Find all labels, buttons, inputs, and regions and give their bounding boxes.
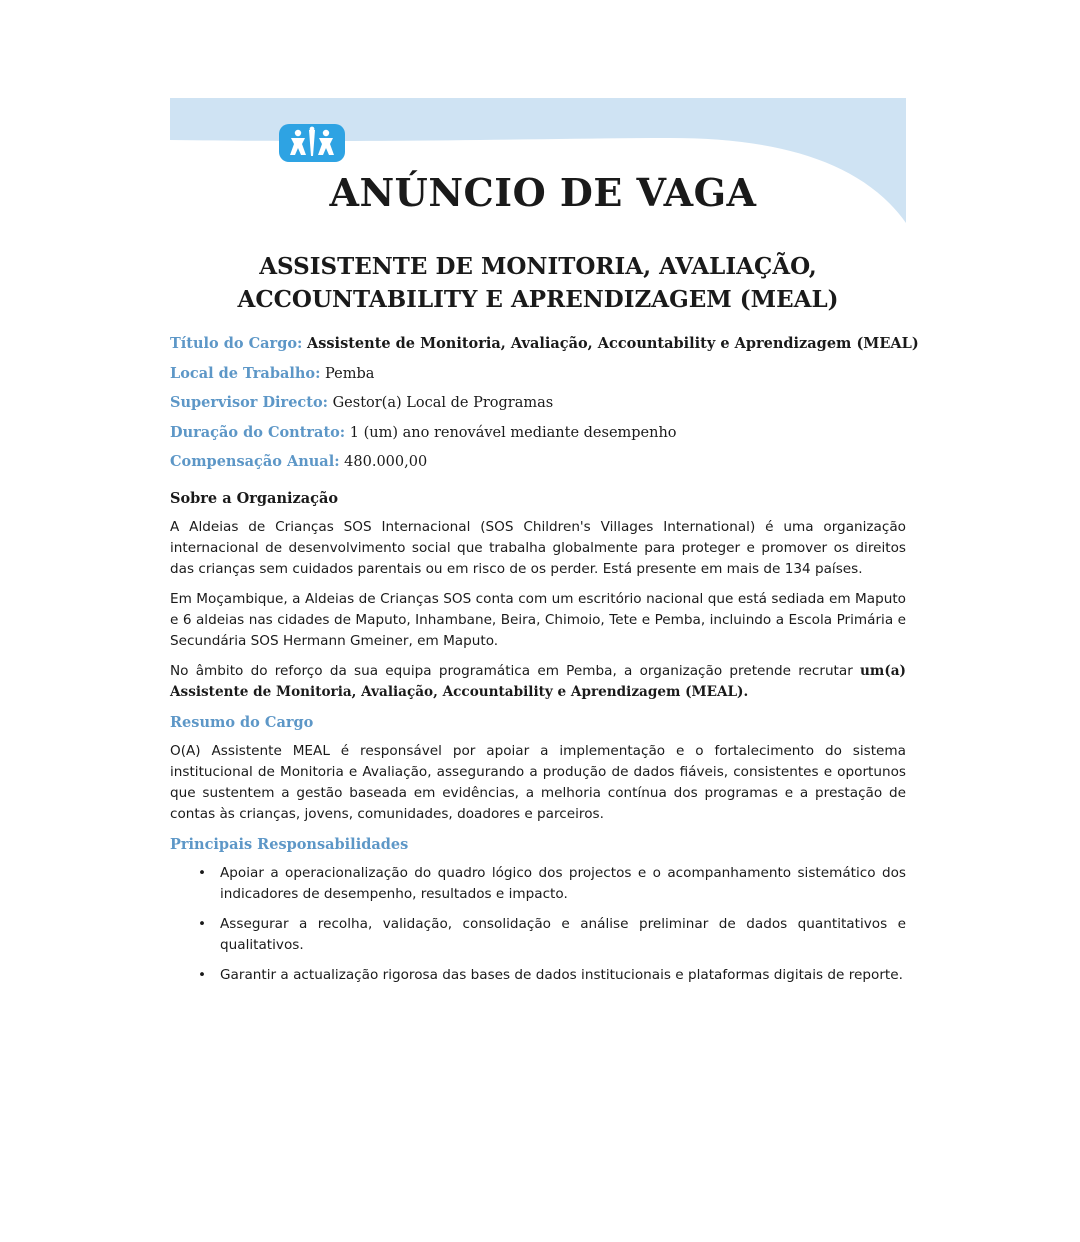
list-item-text: Apoiar a operacionalização do quadro lógico dos projectos e o acompanhamento sistemático dos indicadores de desempenho, resultados e impacto. [220,864,906,902]
job-title-line-1: ASSISTENTE DE MONITORIA, AVALIAÇÃO, [259,253,817,280]
field-contract-duration [170,421,906,451]
bullet-icon: • [198,966,207,983]
field-label: Supervisor Directo: [170,394,328,411]
sos-childrens-villages-logo [279,124,345,162]
field-work-location [170,362,906,392]
job-ad-body [170,332,919,995]
about-heading: Sobre a Organização [170,489,339,507]
list-item-text: Garantir a actualização rigorosa das bases de dados institucionais e plataformas digitais de reporte. [220,966,903,983]
about-paragraph-3 [170,661,906,703]
summary-heading: Resumo do Cargo [170,713,314,731]
list-item [170,965,906,986]
list-item [170,863,906,905]
field-job-title [170,332,919,362]
field-annual-compensation [170,450,906,480]
bullet-icon: • [198,915,207,932]
field-value: Assistente de Monitoria, Avaliação, Accountability e Aprendizagem (MEAL) [306,335,919,352]
job-title-line-2: ACCOUNTABILITY E APRENDIZAGEM (MEAL) [237,286,839,313]
summary-paragraph: O(A) Assistente MEAL é responsável por apoiar a implementação e o fortalecimento do sistema institucional de Monitoria e Avaliação, assegurando a produção de dados fiáveis, consistentes e oportunos que sustentem a gestão baseada em evidências, a melhoria contínua dos programas e a prestação de contas às crianças, jovens, comunidades, doadores e parceiros. [170,742,906,822]
field-supervisor [170,391,906,421]
about-paragraph-1: A Aldeias de Crianças SOS Internacional (SOS Children's Villages International) é uma organização internacional de desenvolvimento social que trabalha globalmente para proteger e promover os direitos das crianças sem cuidados parentais ou em risco de os perder. Está presente em mais de 134 países. [170,518,906,577]
job-title-heading [170,250,906,316]
field-value: 480.000,00 [344,454,428,470]
field-label: Duração do Contrato: [170,423,346,441]
page-title: ANÚNCIO DE VAGA [329,170,757,215]
field-value: 1 (um) ano renovável mediante desempenho [349,424,677,441]
field-label: Título do Cargo: [170,335,303,352]
responsibilities-heading: Principais Responsabilidades [170,835,409,853]
about-paragraph-3-position: um(a) Assistente de Monitoria, Avaliação, Accountability e Aprendizagem (MEAL). [170,662,906,700]
list-item-text: Assegurar a recolha, validação, consolidação e análise preliminar de dados quantitativos e qualitativos. [220,915,906,953]
field-label: Compensação Anual: [170,453,340,470]
field-value: Pemba [325,365,375,382]
about-paragraph-3-text: No âmbito do reforço da sua equipa programática em Pemba, a organização pretende recrutar [170,662,861,679]
bullet-icon: • [198,864,207,881]
about-paragraph-2: Em Moçambique, a Aldeias de Crianças SOS conta com um escritório nacional que está sediada em Maputo e 6 aldeias nas cidades de Maputo, Inhambane, Beira, Chimoio, Tete e Pemba, incluindo a Escola Primária e Secundária SOS Hermann Gmeiner, em Maputo. [170,590,906,649]
responsibilities-list [170,863,906,986]
field-value: Gestor(a) Local de Programas [332,395,554,411]
list-item [170,914,906,956]
field-label: Local de Trabalho: [170,364,321,382]
